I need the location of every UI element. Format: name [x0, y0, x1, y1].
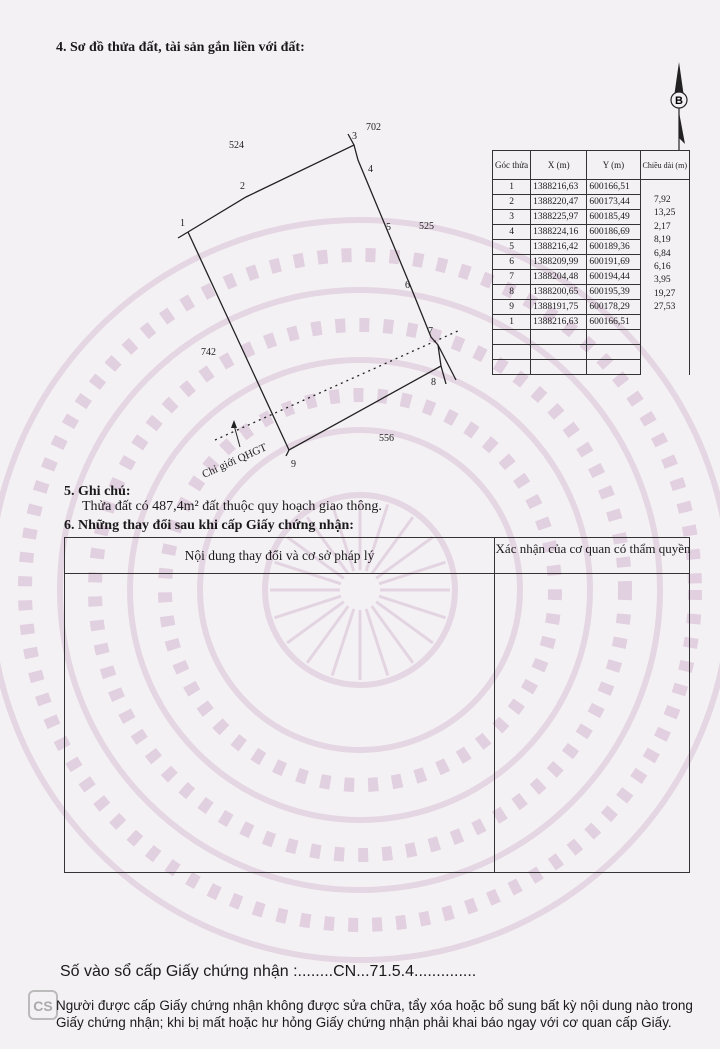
neighbor-525: 525: [419, 221, 434, 232]
point-1: 1: [180, 218, 185, 229]
neighbor-556: 556: [379, 433, 394, 444]
footer-note: Người được cấp Giấy chứng nhận không được sửa chữa, tẩy xóa hoặc bổ sung bất kỳ nội dung nào trong Giấy chứng nhận; khi bị mất hoặc hư hỏng Giấy chứng nhận phải khai báo ngay với cơ quan cấp Giấy.: [56, 998, 693, 1030]
corner-cell: [493, 330, 531, 345]
point-5: 5: [386, 222, 391, 233]
point-8: 8: [431, 377, 436, 388]
length-cell: [640, 315, 689, 330]
corner-cell: 4: [493, 225, 531, 240]
lengths-list: [654, 194, 675, 315]
corner-cell: 6: [493, 255, 531, 270]
point-6: 6: [405, 280, 410, 291]
segment-length: 6,16: [654, 262, 671, 273]
length-cell: [640, 330, 689, 345]
road-boundary-label: Chỉ giới QHGT: [200, 441, 269, 481]
table-row: [493, 315, 690, 330]
y-cell: 600185,49: [587, 210, 640, 225]
corner-cell: 1: [493, 180, 531, 195]
changes-header-content: Nội dung thay đổi và cơ sở pháp lý: [184, 548, 375, 563]
section-6-title: 6. Những thay đổi sau khi cấp Giấy chứng nhận:: [64, 518, 354, 533]
changes-header-confirmation: Xác nhận của cơ quan có thẩm quyền: [495, 541, 691, 556]
segment-length: 13,25: [654, 208, 676, 219]
point-9: 9: [291, 459, 296, 470]
corner-cell: 5: [493, 240, 531, 255]
x-cell: 1388216,63: [531, 315, 587, 330]
header-corner: Góc thửa: [493, 151, 531, 180]
x-cell: 1388224,16: [531, 225, 587, 240]
registry-number: Số vào sổ cấp Giấy chứng nhận :........CN...71.5.4..............: [60, 963, 477, 980]
section-4-title: 4. Sơ đồ thửa đất, tài sản gắn liền với đất:: [56, 40, 305, 55]
length-cell: [640, 345, 689, 360]
corner-cell: 8: [493, 285, 531, 300]
segment-length: 6,84: [654, 248, 671, 259]
length-cell: [640, 180, 689, 195]
y-cell: [587, 360, 640, 375]
header-y: Y (m): [587, 151, 640, 180]
y-cell: 600191,69: [587, 255, 640, 270]
y-cell: 600178,29: [587, 300, 640, 315]
camscanner-logo: CS: [28, 990, 58, 1020]
y-cell: 600166,51: [587, 315, 640, 330]
x-cell: [531, 345, 587, 360]
neighbor-524: 524: [229, 140, 244, 151]
y-cell: 600194,44: [587, 270, 640, 285]
y-cell: 600195,39: [587, 285, 640, 300]
note-text: Thửa đất có 487,4m² đất thuộc quy hoạch giao thông.: [82, 499, 382, 514]
x-cell: 1388200,65: [531, 285, 587, 300]
y-cell: [587, 330, 640, 345]
table-row: [493, 330, 690, 345]
x-cell: 1388209,99: [531, 255, 587, 270]
point-2: 2: [240, 181, 245, 192]
point-3: 3: [352, 131, 357, 142]
corner-cell: 1: [493, 315, 531, 330]
y-cell: 600186,69: [587, 225, 640, 240]
x-cell: 1388204,48: [531, 270, 587, 285]
segment-length: 7,92: [654, 195, 671, 205]
table-row: [493, 180, 690, 195]
y-cell: 600173,44: [587, 195, 640, 210]
length-cell: [640, 360, 689, 375]
corner-cell: 2: [493, 195, 531, 210]
x-cell: [531, 330, 587, 345]
neighbor-702: 702: [366, 122, 381, 133]
segment-length: 19,27: [654, 288, 676, 299]
corner-cell: [493, 345, 531, 360]
segment-length: 2,17: [654, 221, 671, 232]
y-cell: [587, 345, 640, 360]
y-cell: 600189,36: [587, 240, 640, 255]
header-x: X (m): [531, 151, 587, 180]
neighbor-742: 742: [201, 347, 216, 358]
x-cell: 1388225,97: [531, 210, 587, 225]
y-cell: 600166,51: [587, 180, 640, 195]
section-5-title: 5. Ghi chú:: [64, 484, 131, 499]
segment-length: 27,53: [654, 302, 676, 313]
point-7: 7: [428, 326, 433, 337]
x-cell: 1388216,42: [531, 240, 587, 255]
changes-table: [64, 537, 690, 873]
segment-length: 8,19: [654, 235, 671, 246]
table-row: [493, 345, 690, 360]
header-length: Chiều dài (m): [640, 151, 689, 180]
corner-cell: 9: [493, 300, 531, 315]
x-cell: [531, 360, 587, 375]
corner-cell: [493, 360, 531, 375]
x-cell: 1388191,75: [531, 300, 587, 315]
table-row: [493, 360, 690, 375]
north-label: B: [675, 95, 683, 107]
changes-column-content: [65, 538, 495, 872]
x-cell: 1388216,63: [531, 180, 587, 195]
corner-cell: 7: [493, 270, 531, 285]
segment-length: 3,95: [654, 275, 671, 286]
point-4: 4: [368, 164, 373, 175]
x-cell: 1388220,47: [531, 195, 587, 210]
corner-cell: 3: [493, 210, 531, 225]
